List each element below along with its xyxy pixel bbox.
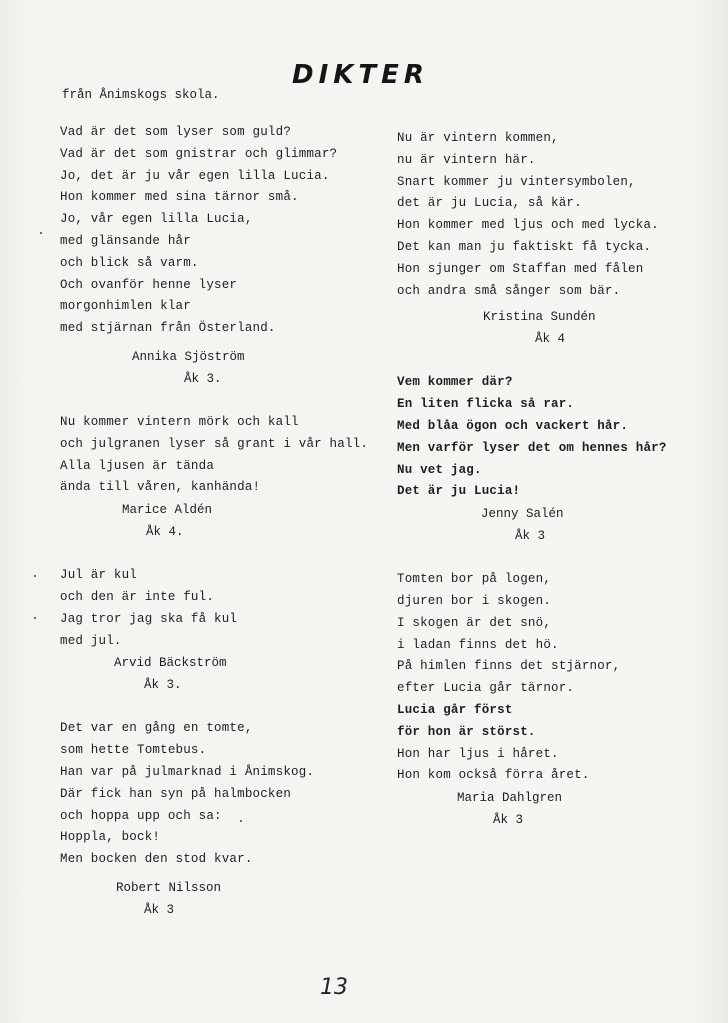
poem-line: Jul är kul: [60, 568, 138, 583]
poem-line: Hon sjunger om Staffan med fålen: [397, 261, 644, 276]
poem-line: och blick så varm.: [60, 255, 199, 270]
poem-line: Nu kommer vintern mörk och kall: [60, 414, 299, 429]
poem-line: det är ju Lucia, så kär.: [397, 196, 582, 211]
poem: [60, 718, 380, 921]
poem-line: Hon har ljus i håret.: [397, 746, 559, 761]
poem-line: och julgranen lyser så grant i vår hall.: [60, 436, 369, 451]
poem-line: Hoppla, bock!: [60, 830, 161, 845]
poem-line: Nu vet jag.: [397, 462, 482, 477]
poem: [60, 122, 380, 390]
poem-line: Där fick han syn på halmbocken: [60, 786, 292, 801]
poem-line: Jag tror jag ska få kul: [60, 611, 238, 626]
poem-author: Maria Dahlgren: [457, 791, 563, 806]
poem-grade: Åk 3.: [144, 678, 182, 693]
poem-line: och hoppa upp och sa:: [60, 808, 222, 823]
poem-grade: Åk 3: [144, 902, 175, 917]
poem-line: På himlen finns det stjärnor,: [397, 659, 621, 674]
page-number: 13: [320, 975, 348, 1000]
poem: [397, 128, 717, 350]
poem-line: med glänsande hår: [60, 233, 191, 248]
poem-line: Hon kommer med ljus och med lycka.: [397, 218, 659, 233]
poem-line: Jo, vår egen lilla Lucia,: [60, 212, 253, 227]
poem: [397, 372, 717, 547]
poem-line: i ladan finns det hö.: [397, 637, 559, 652]
poem-line: En liten flicka så rar.: [397, 397, 575, 412]
poem-author: Jenny Salén: [481, 507, 564, 522]
poem-author: Annika Sjöström: [132, 349, 245, 364]
poem-grade: Åk 3: [493, 813, 524, 828]
poem-line: och andra små sånger som bär.: [397, 283, 621, 298]
poem-author: Marice Aldén: [122, 503, 213, 518]
poem-line: Jo, det är ju vår egen lilla Lucia.: [60, 168, 330, 183]
poem-line: nu är vintern här.: [397, 152, 536, 167]
poem-grade: Åk 4.: [146, 525, 184, 540]
right-column: [397, 128, 717, 853]
poem-line: Men bocken den stod kvar.: [60, 852, 253, 867]
poem-line: Lucia går först: [397, 702, 513, 717]
scan-speck: [240, 820, 242, 822]
poem-author: Kristina Sundén: [483, 310, 596, 325]
poem-line: och den är inte ful.: [60, 589, 215, 604]
poem-line: Det är ju Lucia!: [397, 484, 521, 499]
poem-line: Alla ljusen är tända: [60, 458, 215, 473]
scan-speck: [34, 575, 36, 577]
poem-grade: Åk 3: [515, 529, 546, 544]
scan-speck: [40, 232, 42, 234]
poem-line: djuren bor i skogen.: [397, 593, 552, 608]
poem-author: Robert Nilsson: [116, 880, 222, 895]
poem-line: Hon kommer med sina tärnor små.: [60, 190, 299, 205]
poem-line: I skogen är det snö,: [397, 615, 552, 630]
poem-line: morgonhimlen klar: [60, 299, 191, 314]
poem-grade: Åk 4: [535, 332, 566, 347]
poem-line: med stjärnan från Österland.: [60, 321, 276, 336]
poem-line: Med blåa ögon och vackert hår.: [397, 418, 629, 433]
poem-line: för hon är störst.: [397, 724, 536, 739]
poem-line: med jul.: [60, 633, 122, 648]
poem-line: Han var på julmarknad i Ånimskog.: [60, 764, 315, 779]
poem-line: Vem kommer där?: [397, 375, 513, 390]
poem-line: Vad är det som gnistrar och glimmar?: [60, 146, 338, 161]
poem: [60, 565, 380, 696]
scan-speck: [34, 617, 36, 619]
poem-line: Det var en gång en tomte,: [60, 721, 253, 736]
poem: [60, 412, 380, 543]
left-column: [60, 122, 380, 943]
poem-line: Det kan man ju faktiskt få tycka.: [397, 239, 652, 254]
poem-line: som hette Tomtebus.: [60, 743, 207, 758]
poem-line: Tomten bor på logen,: [397, 572, 552, 587]
poem-line: ända till våren, kanhända!: [60, 480, 261, 495]
poem-line: Hon kom också förra året.: [397, 768, 590, 783]
poem-line: efter Lucia går tärnor.: [397, 681, 575, 696]
poem-grade: Åk 3.: [184, 371, 222, 386]
poem-line: Vad är det som lyser som guld?: [60, 125, 292, 139]
poem-line: Men varför lyser det om hennes hår?: [397, 440, 667, 455]
poem-line: Snart kommer ju vintersymbolen,: [397, 174, 636, 189]
page-title: DIKTER: [292, 60, 429, 90]
poem-author: Arvid Bäckström: [114, 656, 227, 671]
poem-line: Och ovanför henne lyser: [60, 277, 238, 292]
poem: [397, 569, 717, 831]
poem-line: Nu är vintern kommen,: [397, 131, 559, 145]
school-header: från Ånimskogs skola.: [62, 88, 220, 102]
